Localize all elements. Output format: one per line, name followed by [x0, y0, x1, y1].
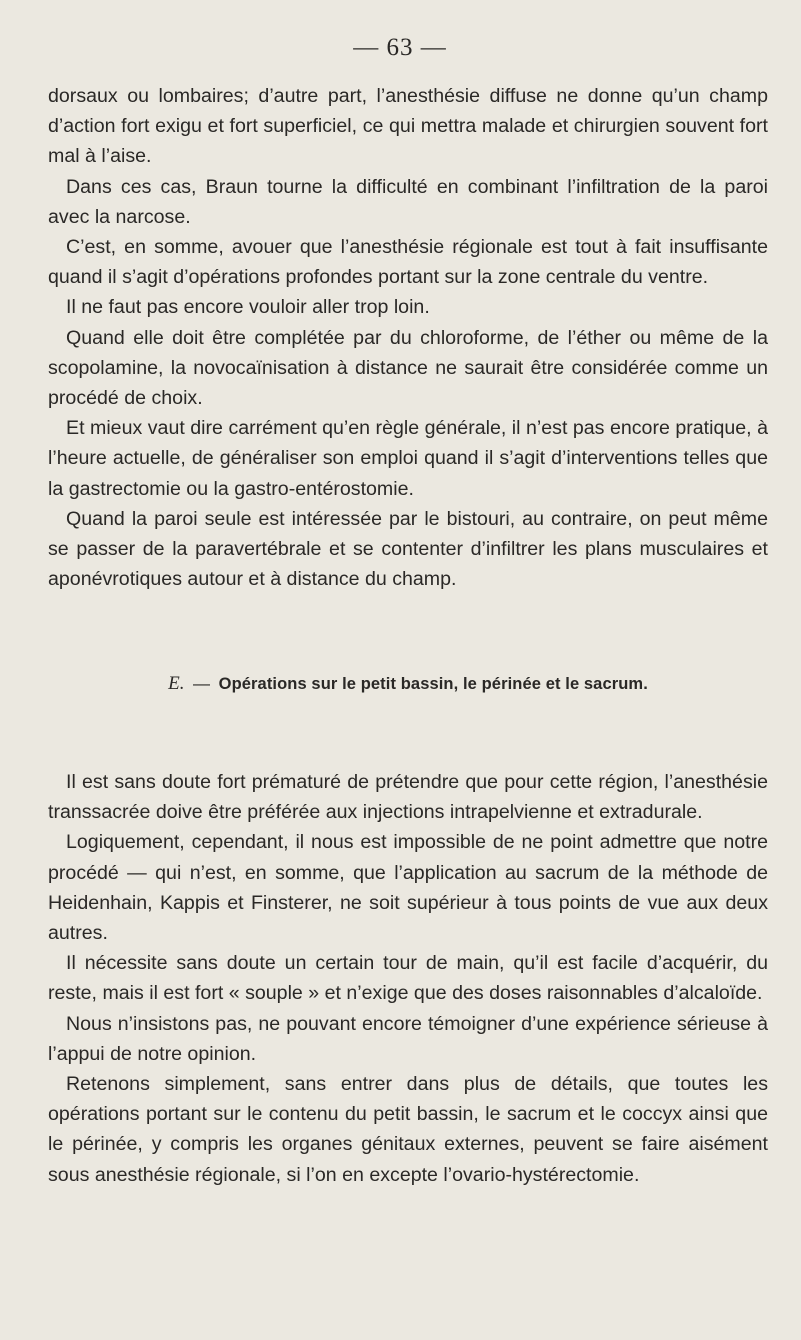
- paragraph: Dans ces cas, Braun tourne la difficulté en combinant l’infiltration de la paroi avec la narcose.: [48, 175, 768, 228]
- paragraph: dorsaux ou lombaires; d’autre part, l’anesthésie diffuse ne donne qu’un champ d’action fort exigu et fort superficiel, ce qui mettra malade et chirurgien souvent fort mal à l’aise.: [48, 85, 768, 168]
- paragraph: Il nécessite sans doute un certain tour de main, qu’il est facile d’acquérir, du reste, mais il est fort « souple » et n’exige que des doses raisonnables d’alcaloïde.: [48, 952, 768, 1005]
- paragraph: Quand la paroi seule est intéressée par le bistouri, au contraire, on peut même se passer de la paravertébrale et se contenter d’infiltrer les plans musculaires et aponévrotiques autour et à distance du champ.: [48, 507, 768, 591]
- page-number: — 63 —: [353, 34, 447, 61]
- section-dash: —: [193, 674, 211, 693]
- paragraph: Nous n’insistons pas, ne pouvant encore témoigner d’une expérience sérieuse à l’appui de notre opinion.: [48, 1012, 768, 1065]
- text-block-after-section: [48, 767, 768, 1190]
- text-block-before-section: [48, 81, 768, 594]
- paragraph: Il ne faut pas encore vouloir aller trop loin.: [66, 296, 430, 319]
- paragraph: Il est sans doute fort prématuré de prétendre que pour cette région, l’anesthésie transsacrée doive être préférée aux injections intrapelvienne et extradurale.: [48, 771, 768, 824]
- section-title: Opérations sur le petit bassin, le périnée et le sacrum.: [218, 675, 648, 693]
- section-letter: E.: [168, 673, 185, 694]
- paragraph: C’est, en somme, avouer que l’anesthésie régionale est tout à fait insuffisante quand il s’agit d’opérations profondes portant sur la zone centrale du ventre.: [48, 236, 768, 289]
- paragraph: Logiquement, cependant, il nous est impossible de ne point admettre que notre procédé — qui n’est, en somme, que l’application au sacrum de la méthode de Heidenhain, Kappis et Finsterer, ne soit supérieur à tous points de vue aux deux autres.: [48, 831, 768, 945]
- section-heading: [48, 672, 768, 696]
- paragraph: Quand elle doit être complétée par du chloroforme, de l’éther ou même de la scopolamine, la novocaïnisation à distance ne saurait être considérée comme un procédé de choix.: [48, 326, 768, 410]
- paragraph: Retenons simplement, sans entrer dans plus de détails, que toutes les opérations portant sur le contenu du petit bassin, le sacrum et le coccyx ainsi que le périnée, y compris les organes génitaux externes, peuvent se faire aisément sous anesthésie régionale, si l’on en excepte l’ovario-hystérectomie.: [48, 1073, 768, 1186]
- paragraph: Et mieux vaut dire carrément qu’en règle générale, il n’est pas encore pratique, à l’heure actuelle, de généraliser son emploi quand il s’agit d’interventions telles que la gastrectomie ou la gastro-entérostomie.: [48, 417, 768, 500]
